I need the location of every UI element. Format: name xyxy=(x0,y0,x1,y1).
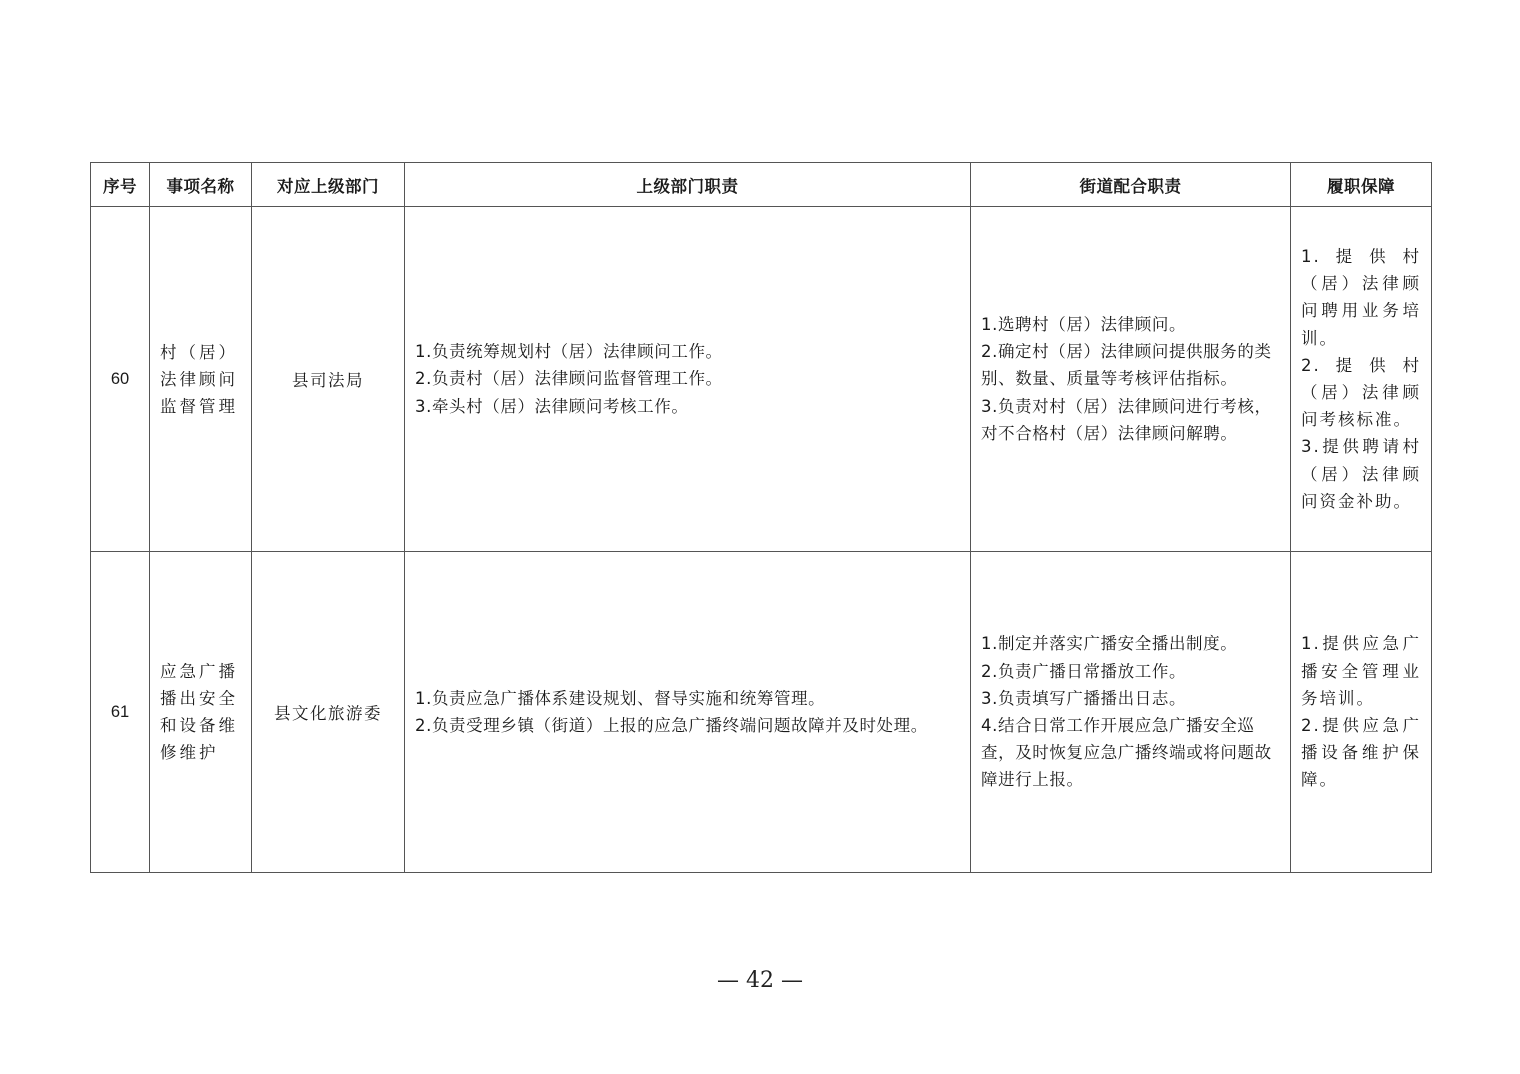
guarantee xyxy=(1291,207,1432,552)
item-name: 村（居）法律顾问监督管理 xyxy=(150,207,252,552)
guarantee-line: 2.提供应急广播设备维护保障。 xyxy=(1301,716,1421,790)
duty-line: 4.结合日常工作开展应急广播安全巡查，及时恢复应急广播终端或将问题故障进行上报。 xyxy=(981,716,1272,790)
superior-duties xyxy=(405,207,971,552)
duty-line: 3.牵头村（居）法律顾问考核工作。 xyxy=(415,396,689,416)
superior-dept: 县司法局 xyxy=(252,207,405,552)
duty-line: 2.确定村（居）法律顾问提供服务的类别、数量、质量等考核评估指标。 xyxy=(981,342,1272,389)
table-row xyxy=(91,552,1432,873)
header-num: 序号 xyxy=(91,163,150,207)
duty-line: 1.负责应急广播体系建设规划、督导实施和统筹管理。 xyxy=(415,688,826,708)
guarantee-line: 1.提供应急广播安全管理业务培训。 xyxy=(1301,634,1421,708)
guarantee-line: 2.提供村（居）法律顾问考核标准。 xyxy=(1301,355,1421,430)
page-number: — 42 — xyxy=(717,968,803,993)
header-street-duties: 街道配合职责 xyxy=(971,163,1291,207)
street-duties xyxy=(971,552,1291,873)
superior-duties xyxy=(405,552,971,873)
duty-line: 1.负责统筹规划村（居）法律顾问工作。 xyxy=(415,342,723,362)
item-name: 应急广播播出安全和设备维修维护 xyxy=(150,552,252,873)
superior-dept: 县文化旅游委 xyxy=(252,552,405,873)
guarantee xyxy=(1291,552,1432,873)
duty-line: 2.负责受理乡镇（街道）上报的应急广播终端问题故障并及时处理。 xyxy=(415,716,928,735)
header-item-name: 事项名称 xyxy=(150,163,252,207)
duty-line: 1.制定并落实广播安全播出制度。 xyxy=(981,634,1238,654)
duty-table xyxy=(90,162,1432,873)
duty-line: 3.负责填写广播播出日志。 xyxy=(981,688,1187,708)
duty-line: 3.负责对村（居）法律顾问进行考核，对不合格村（居）法律顾问解聘。 xyxy=(981,396,1272,443)
header-row xyxy=(91,163,1432,207)
table-header xyxy=(91,163,1432,207)
header-guarantee: 履职保障 xyxy=(1291,163,1432,207)
duty-line: 2.负责村（居）法律顾问监督管理工作。 xyxy=(415,369,723,389)
duty-line: 1.选聘村（居）法律顾问。 xyxy=(981,314,1187,334)
row-number: 60 xyxy=(91,207,150,552)
duty-line: 2.负责广播日常播放工作。 xyxy=(981,661,1187,681)
header-superior-dept: 对应上级部门 xyxy=(252,163,405,207)
row-number: 61 xyxy=(91,552,150,873)
guarantee-line: 3.提供聘请村（居）法律顾问资金补助。 xyxy=(1301,437,1421,511)
street-duties xyxy=(971,207,1291,552)
header-superior-duties: 上级部门职责 xyxy=(405,163,971,207)
table-row xyxy=(91,207,1432,552)
guarantee-line: 1.提供村（居）法律顾问聘用业务培训。 xyxy=(1301,246,1421,348)
